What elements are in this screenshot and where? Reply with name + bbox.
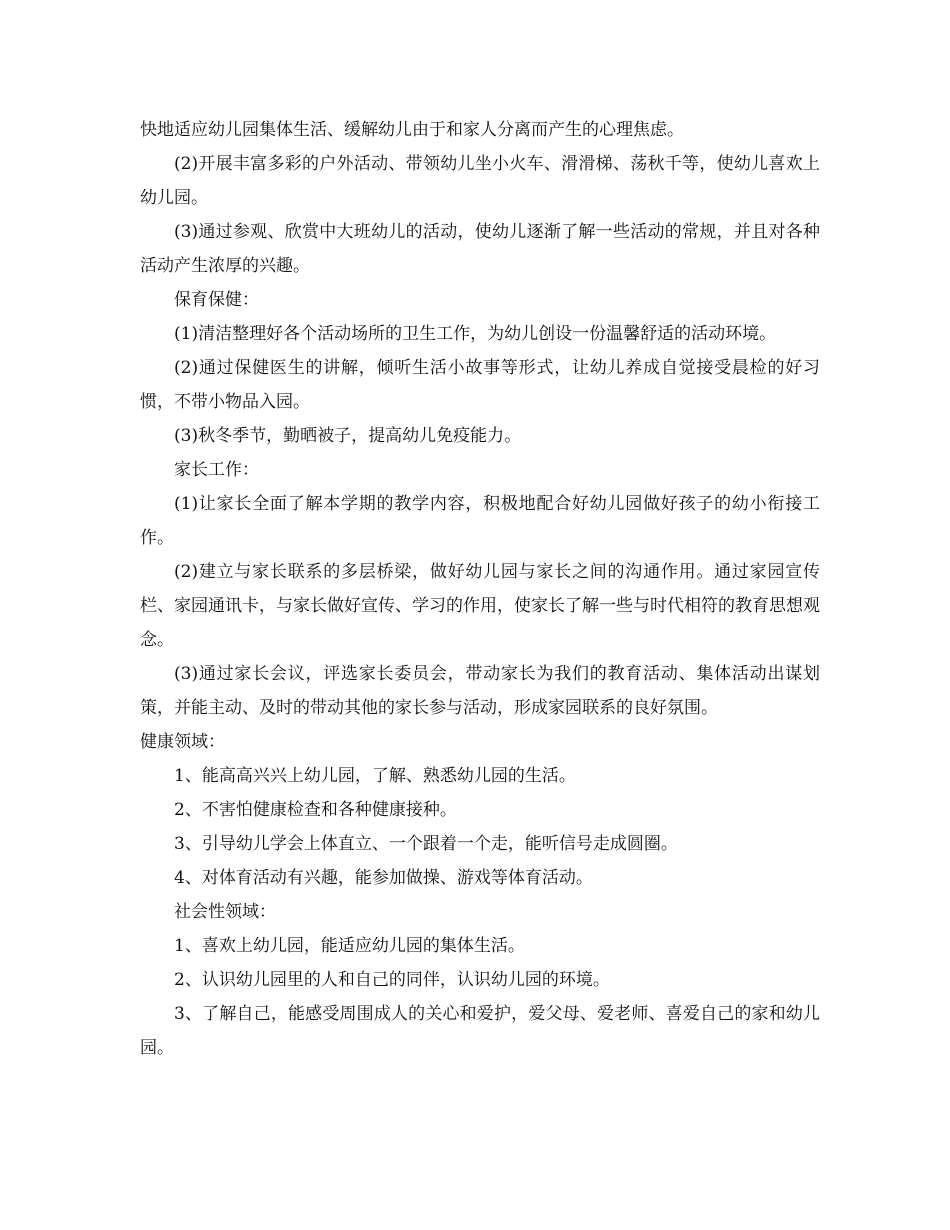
section-heading-parents: 家长工作：	[174, 460, 259, 480]
list-item: 2、不害怕健康检查和各种健康接种。	[174, 800, 457, 820]
list-item: 4、对体育活动有兴趣，能参加做操、游戏等体育活动。	[174, 868, 593, 888]
list-item: 3、引导幼儿学会上体直立、一个跟着一个走，能听信号走成圆圈。	[174, 834, 678, 854]
document-body	[140, 113, 820, 1065]
paragraph: (2)通过保健医生的讲解，倾听生活小故事等形式，让幼儿养成自觉接受晨检的好习惯，不带小物品入园。	[140, 358, 820, 412]
paragraph: 快地适应幼儿园集体生活、缓解幼儿由于和家人分离而产生的心理焦虑。	[140, 120, 684, 140]
paragraph: (1)清洁整理好各个活动场所的卫生工作，为幼儿创设一份温馨舒适的活动环境。	[174, 324, 777, 344]
paragraph: (3)秋冬季节，勤晒被子，提高幼儿免疫能力。	[174, 426, 522, 446]
list-item: 1、能高高兴兴上幼儿园，了解、熟悉幼儿园的生活。	[174, 766, 576, 786]
paragraph: (1)让家长全面了解本学期的教学内容，积极地配合好幼儿园做好孩子的幼小衔接工作。	[140, 494, 820, 548]
list-item: 2、认识幼儿园里的人和自己的同伴，认识幼儿园的环境。	[174, 970, 610, 990]
paragraph: (3)通过家长会议，评选家长委员会，带动家长为我们的教育活动、集体活动出谋划策，并能主动、及时的带动其他的家长参与活动，形成家园联系的良好氛围。	[140, 664, 820, 718]
list-item: 3、了解自己，能感受周围成人的关心和爱护，爱父母、爱老师、喜爱自己的家和幼儿园。	[140, 1004, 820, 1058]
list-item: 1、喜欢上幼儿园，能适应幼儿园的集体生活。	[174, 936, 525, 956]
section-heading-health: 健康领域：	[140, 732, 225, 752]
section-heading-care: 保育保健：	[174, 290, 259, 310]
paragraph: (2)建立与家长联系的多层桥梁，做好幼儿园与家长之间的沟通作用。通过家园宣传栏、家园通讯卡，与家长做好宣传、学习的作用，使家长了解一些与时代相符的教育思想观念。	[140, 562, 820, 650]
section-heading-social: 社会性领域：	[174, 902, 276, 922]
paragraph: (3)通过参观、欣赏中大班幼儿的活动，使幼儿逐渐了解一些活动的常规，并且对各种活动产生浓厚的兴趣。	[140, 222, 820, 276]
paragraph: (2)开展丰富多彩的户外活动、带领幼儿坐小火车、滑滑梯、荡秋千等，使幼儿喜欢上幼儿园。	[140, 154, 820, 208]
